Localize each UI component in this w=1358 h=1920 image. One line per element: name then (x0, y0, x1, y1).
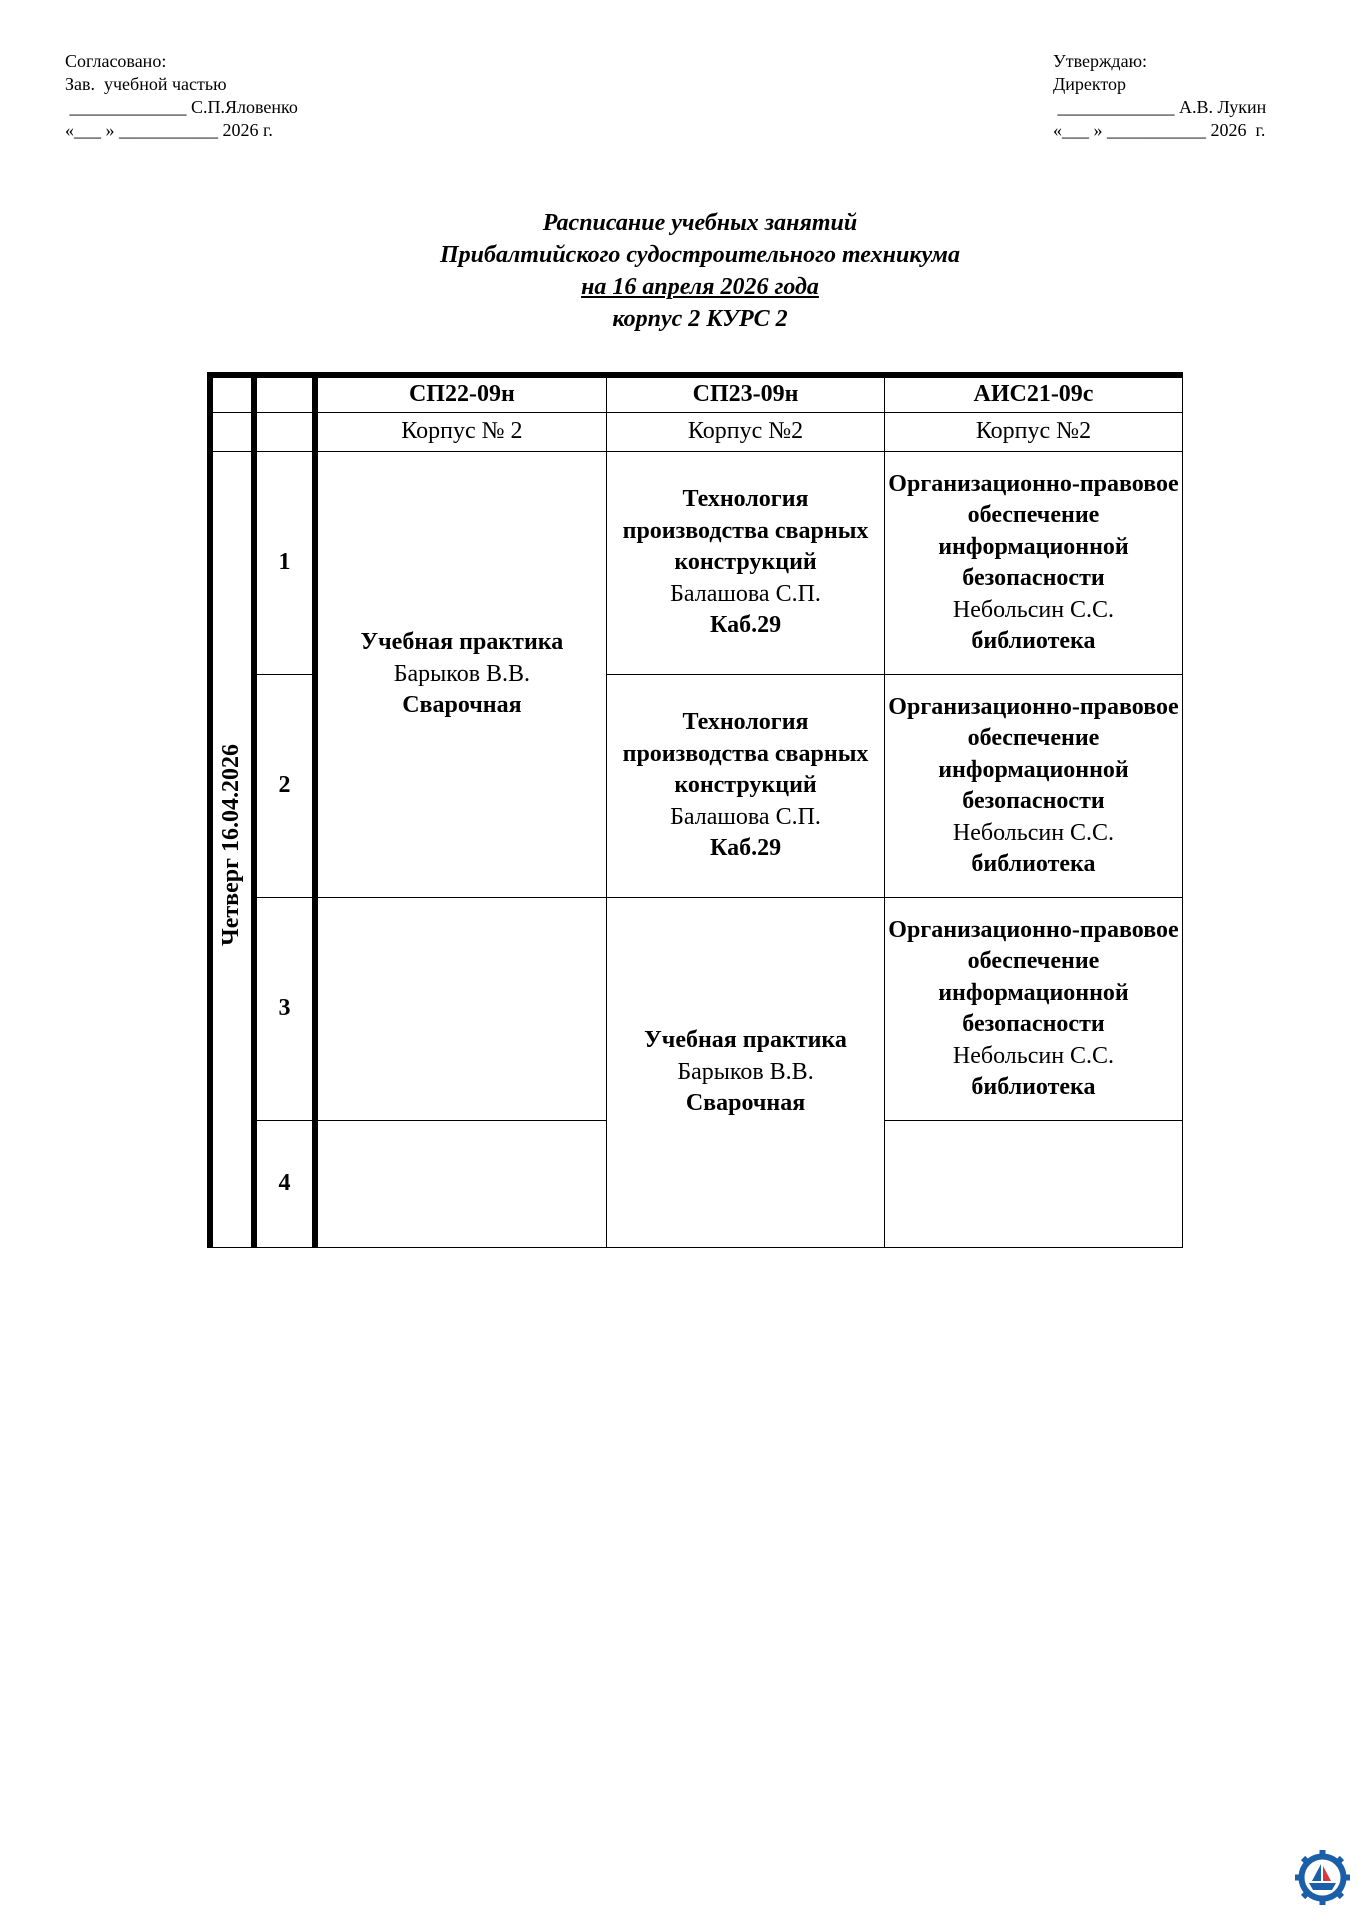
group-header-sp22: СП22-09н (315, 375, 607, 413)
pair-row-3 (210, 898, 1183, 1121)
empty-cell (884, 1121, 1182, 1248)
approval-right-position: Директор (1053, 74, 1127, 94)
lesson-subject: Технология производства сварных конструкций (622, 486, 869, 576)
building-sp22: Корпус № 2 (315, 413, 607, 452)
lesson-room: Каб.29 (709, 612, 782, 639)
corner-cell (210, 413, 254, 452)
approval-left-date: «___ » ___________ 2026 г. (65, 120, 273, 140)
approval-right-heading: Утверждаю: (1053, 51, 1148, 71)
lesson-teacher: Небольсин С.С. (952, 819, 1115, 846)
lesson-teacher: Балашова С.П. (670, 580, 821, 607)
pair-number-1: 1 (254, 452, 314, 675)
empty-cell (315, 898, 607, 1121)
approval-left-heading: Согласовано: (65, 51, 167, 71)
approval-right-date: «___ » ___________ 2026 г. (1053, 120, 1266, 140)
group-header-ais21: АИС21-09с (884, 375, 1182, 413)
building-sp23: Корпус №2 (607, 413, 885, 452)
lesson-teacher: Барыков В.В. (677, 1058, 814, 1085)
lesson-teacher: Небольсин С.С. (952, 596, 1115, 623)
title-line-4: корпус 2 КУРС 2 (612, 306, 788, 332)
lesson-room: библиотека (971, 628, 1096, 654)
lesson-subject: Организационно-правовое обеспечение информационной безопасности (888, 916, 1179, 1037)
lesson-sp23-pair-2 (607, 675, 885, 898)
lesson-ais-pair-1 (884, 452, 1182, 675)
pair-number-3: 3 (254, 898, 314, 1121)
pair-number-2: 2 (254, 675, 314, 898)
building-row (210, 413, 1183, 452)
approval-right-signature: _____________ А.В. Лукин (1053, 97, 1267, 117)
title-line-2: Прибалтийского судостроительного техникума (440, 242, 960, 268)
day-cell (210, 452, 254, 1248)
lesson-sp23-pairs-3-4 (607, 898, 885, 1248)
pair-number-4: 4 (254, 1121, 314, 1248)
lesson-subject: Учебная практика (360, 629, 564, 656)
pair-row-1 (210, 452, 1183, 675)
lesson-room: Каб.29 (709, 835, 782, 862)
title-line-1: Расписание учебных занятий (542, 210, 858, 236)
lesson-teacher: Балашова С.П. (670, 803, 821, 830)
corner-cell (210, 375, 254, 413)
lesson-subject: Организационно-правовое обеспечение информационной безопасности (888, 693, 1179, 814)
lesson-ais-pair-3 (884, 898, 1182, 1121)
lesson-subject: Организационно-правовое обеспечение информационной безопасности (888, 470, 1179, 591)
group-header-row (210, 375, 1183, 413)
lesson-room: Сварочная (402, 692, 522, 719)
lesson-subject: Технология производства сварных конструкций (622, 709, 869, 799)
approval-left-position: Зав. учебной частью (65, 74, 227, 94)
corner-cell (254, 413, 314, 452)
lesson-room: библиотека (971, 1074, 1096, 1100)
building-ais21: Корпус №2 (884, 413, 1182, 452)
lesson-teacher: Небольсин С.С. (952, 1042, 1115, 1069)
lesson-sp23-pair-1 (607, 452, 885, 675)
approval-left-block (65, 50, 298, 142)
lesson-room: Сварочная (685, 1090, 806, 1117)
approval-left-signature: _____________ С.П.Яловенко (65, 97, 298, 117)
lesson-teacher: Барыков В.В. (393, 660, 531, 687)
college-emblem-icon (1295, 1850, 1350, 1905)
schedule-table (207, 372, 1183, 1248)
empty-cell (315, 1121, 607, 1248)
approval-right-block (1053, 50, 1266, 142)
document-title (0, 207, 1358, 335)
corner-cell (254, 375, 314, 413)
day-label: Четверг 16.04.2026 (218, 743, 245, 946)
title-date: на 16 апреля 2026 года (581, 274, 819, 300)
lesson-sp22-pairs-1-2 (315, 452, 607, 898)
lesson-subject: Учебная практика (644, 1027, 847, 1054)
lesson-ais-pair-2 (884, 675, 1182, 898)
group-header-sp23: СП23-09н (607, 375, 885, 413)
lesson-room: библиотека (971, 851, 1096, 877)
